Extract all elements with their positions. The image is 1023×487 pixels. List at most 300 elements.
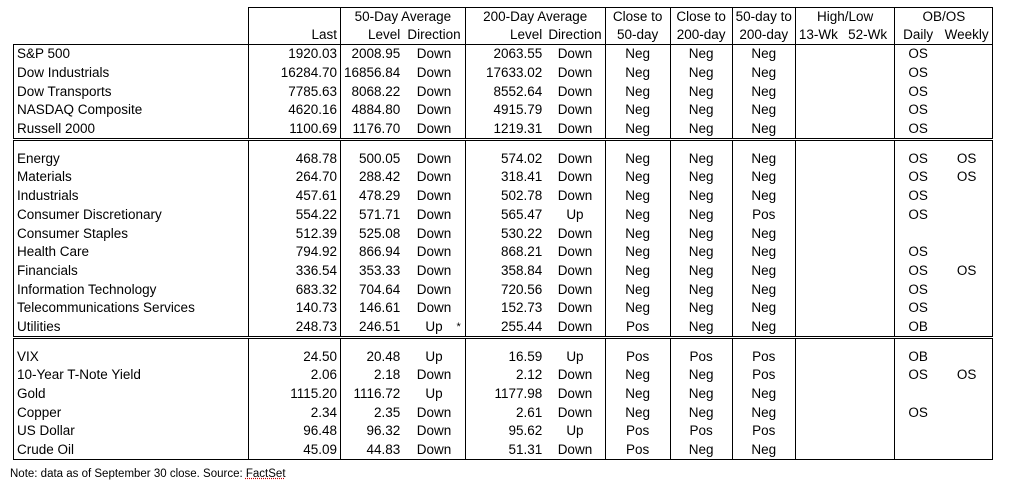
row-close-to-200: Neg [670,280,732,299]
row-200-direction: Down [545,243,605,262]
row-50-level: 44.83 [341,441,404,460]
row-daily: OS [908,367,928,383]
row-name: 10-Year T-Note Yield [14,366,249,385]
row-200-direction: Down [545,385,605,404]
row-close-to-200: Neg [670,140,732,168]
row-name: S&P 500 [14,45,249,64]
table-row [14,403,993,422]
row-52wk [841,168,895,187]
row-close-to-50: Neg [605,168,670,187]
row-daily: OS [895,120,941,140]
row-50-direction: Down [403,168,465,187]
row-weekly [941,299,993,318]
row-close-to-50: Neg [605,366,670,385]
row-50-direction: Down [403,280,465,299]
row-close-to-200: Neg [670,403,732,422]
row-last: 16284.70 [249,64,341,83]
row-close-to-50: Neg [605,64,670,83]
row-50-level: 246.51 [341,318,404,338]
row-daily: OS [908,404,928,420]
table-row [14,64,993,83]
row-name: Consumer Discretionary [14,206,249,225]
row-daily [895,422,941,441]
row-52wk [841,262,895,281]
row-50-to-200: Neg [732,82,795,101]
row-50-direction: Down [403,140,465,168]
row-50-direction: Down [403,403,465,422]
row-50-level: 571.71 [359,206,401,222]
row-last: 1115.20 [249,385,341,404]
row-daily: OB [895,318,941,338]
row-200-level: 51.31 [465,441,545,460]
row-50-level: 866.94 [359,244,401,260]
row-close-to-200: Neg [670,441,732,460]
row-50-level: 2008.95 [351,46,401,62]
row-close-to-200: Neg [670,318,732,338]
row-name: Information Technology [14,280,249,299]
row-close-to-200: Neg [670,45,732,64]
row-50-direction: Down [403,206,465,225]
row-50-to-200: Neg [732,140,795,168]
row-50-level: 353.33 [359,262,401,278]
row-50-direction: Down [403,299,465,318]
row-13wk [795,101,841,120]
row-50-level: 20.48 [366,348,401,364]
row-last: 2.06 [249,366,341,385]
row-star-marker: * [456,320,461,333]
row-200-direction: Up [545,338,605,366]
row-200-direction: Up [545,206,605,225]
row-name: VIX [14,338,249,366]
row-200-level: 17633.02 [486,65,543,81]
table-row [14,385,993,404]
row-50-to-200: Neg [732,318,795,338]
row-200-direction: Down [545,120,605,140]
row-50-to-200: Neg [732,120,795,140]
row-50-direction: Down [403,441,465,460]
row-close-to-200: Pos [670,422,732,441]
row-200-direction: Down [545,366,605,385]
row-name: Utilities [14,318,249,338]
row-52wk [841,45,895,64]
row-weekly [941,318,993,338]
row-200-level: 318.41 [501,169,543,185]
row-52wk [841,338,895,366]
row-last: 1100.69 [249,120,341,140]
row-200-direction: Down [545,224,605,243]
row-50-to-200: Neg [732,441,795,460]
table-row [14,338,993,366]
row-50-to-200: Neg [732,187,795,206]
row-close-to-50: Pos [605,422,670,441]
table-row [14,45,993,64]
row-close-to-200: Neg [670,101,732,120]
row-close-to-50: Neg [605,101,670,120]
row-50-to-200: Neg [732,262,795,281]
row-50-direction: Down [403,187,465,206]
row-13wk [795,120,841,140]
row-weekly [941,385,993,404]
header-high-low: High/Low [795,8,895,26]
row-50-level: 1116.72 [353,386,401,402]
row-last: 554.22 [249,206,341,225]
row-close-to-200: Neg [670,262,732,281]
row-last: 683.32 [249,280,341,299]
row-200-level: 502.78 [501,188,543,204]
header-row-1 [14,8,993,26]
row-weekly [941,441,993,460]
row-50-level: 1176.70 [341,120,404,140]
footnote [10,468,286,480]
row-50-direction: Down [403,120,465,140]
row-daily: OS [908,169,928,185]
row-name: Dow Transports [14,82,249,101]
row-weekly [941,243,993,262]
row-name: Dow Industrials [14,64,249,83]
row-50-level: 288.42 [359,169,401,185]
row-last: 4620.16 [249,101,341,120]
row-200-level: 152.73 [501,300,543,316]
header-close-to-50-a: Close to [605,8,670,26]
row-last: 457.61 [249,187,341,206]
row-daily: OS [908,188,928,204]
row-close-to-200: Neg [670,64,732,83]
row-200-direction: Down [545,140,605,168]
table-row [14,441,993,460]
row-52wk [841,243,895,262]
row-50-level: 478.29 [359,188,401,204]
row-50-to-200: Neg [732,385,795,404]
row-200-direction: Down [545,82,605,101]
header-50-to-200-a: 50-day to [732,8,795,26]
row-50-direction: Down [403,262,465,281]
row-52wk [841,224,895,243]
row-52wk [841,403,895,422]
header-close-to-50-b: 50-day [605,25,670,45]
row-name: Telecommunications Services [14,299,249,318]
row-50-direction: Up * [403,318,465,338]
row-200-level: 16.59 [508,348,543,364]
row-weekly [941,187,993,206]
row-200-level: 868.21 [501,244,543,260]
row-200-level: 574.02 [501,150,543,166]
row-close-to-200: Neg [670,224,732,243]
row-last: 468.78 [249,140,341,168]
row-last: 512.39 [249,224,341,243]
row-13wk [795,168,841,187]
row-50-direction: Down [403,366,465,385]
row-50-level: 2.35 [374,404,401,420]
row-name: NASDAQ Composite [14,101,249,120]
row-close-to-50: Pos [605,338,670,366]
row-50-to-200: Neg [732,243,795,262]
table-row [14,168,993,187]
footnote-text: Note: data as of September 30 close. Source: [10,468,246,480]
row-200-direction: Down [545,187,605,206]
row-daily [895,224,941,243]
row-200-level: 95.62 [508,423,543,439]
row-200-direction: Down [545,45,605,64]
row-13wk [795,243,841,262]
row-13wk [795,403,841,422]
row-52wk [841,140,895,168]
row-weekly [941,338,993,366]
row-last: 264.70 [249,168,341,187]
row-50-to-200: Neg [732,299,795,318]
row-close-to-200: Neg [670,243,732,262]
row-13wk [795,82,841,101]
row-close-to-200: Neg [670,168,732,187]
row-50-level: 8068.22 [351,83,401,99]
row-13wk [795,187,841,206]
row-name: Gold [14,385,249,404]
row-close-to-50: Neg [605,82,670,101]
row-200-level: 1219.31 [465,120,545,140]
row-close-to-200: Neg [670,120,732,140]
row-52wk [841,280,895,299]
row-200-level: 2.61 [516,404,543,420]
table-row [14,101,993,120]
row-close-to-200: Pos [670,338,732,366]
row-last: 1920.03 [249,45,341,64]
table-row [14,140,993,168]
header-200-direction: Direction [545,25,605,45]
technical-indicators-table-container [13,7,993,460]
row-close-to-200: Neg [670,366,732,385]
row-200-level: 358.84 [501,262,543,278]
row-50-level: 146.61 [359,300,401,316]
row-daily: OB [908,348,928,364]
row-13wk [795,206,841,225]
row-daily: OS [908,300,928,316]
row-name: Materials [14,168,249,187]
row-50-direction: Down [403,243,465,262]
row-close-to-50: Neg [605,262,670,281]
row-weekly [941,101,993,120]
row-weekly [941,45,993,64]
row-13wk [795,140,841,168]
row-close-to-50: Neg [605,299,670,318]
row-50-direction: Up [403,338,465,366]
row-close-to-200: Neg [670,206,732,225]
row-name: Industrials [14,187,249,206]
row-daily: OS [908,206,928,222]
row-52wk [841,422,895,441]
row-52wk [841,385,895,404]
table-row [14,82,993,101]
header-52wk: 52-Wk [841,25,895,45]
row-daily: OS [908,83,928,99]
row-52wk [841,187,895,206]
row-200-direction: Up [545,422,605,441]
row-close-to-50: Neg [605,243,670,262]
technical-indicators-table [13,7,993,460]
row-13wk [795,299,841,318]
row-close-to-200: Neg [670,385,732,404]
row-13wk [795,64,841,83]
table-row [14,243,993,262]
row-200-direction: Down [545,318,605,338]
row-daily [895,385,941,404]
row-close-to-50: Pos [605,441,670,460]
row-50-direction: Down [403,101,465,120]
row-weekly [941,64,993,83]
row-name: Financials [14,262,249,281]
table-row [14,280,993,299]
row-13wk [795,422,841,441]
row-weekly: OS [941,168,993,187]
row-last: 140.73 [249,299,341,318]
row-50-to-200: Pos [732,366,795,385]
table-row [14,422,993,441]
row-last: 2.34 [249,403,341,422]
row-last: 7785.63 [249,82,341,101]
row-daily: OS [908,244,928,260]
row-weekly [941,120,993,140]
row-52wk [841,101,895,120]
row-50-level: 500.05 [359,150,401,166]
row-daily: OS [908,281,928,297]
row-name: Copper [14,403,249,422]
row-close-to-50: Neg [605,403,670,422]
row-13wk [795,318,841,338]
row-200-direction: Down [545,299,605,318]
row-50-to-200: Neg [732,280,795,299]
row-50-to-200: Pos [732,422,795,441]
header-last-top [249,8,341,26]
row-weekly [941,82,993,101]
table-row [14,262,993,281]
row-13wk [795,385,841,404]
row-52wk [841,441,895,460]
table-row [14,224,993,243]
row-50-to-200: Neg [732,403,795,422]
row-50-direction: Down [403,45,465,64]
row-200-level: 8552.64 [493,83,543,99]
row-last: 24.50 [249,338,341,366]
header-last: Last [249,25,341,45]
row-13wk [795,366,841,385]
row-name: Russell 2000 [14,120,249,140]
row-200-direction: Down [545,280,605,299]
row-weekly: OS [941,140,993,168]
row-13wk [795,224,841,243]
row-50-direction: Down [403,224,465,243]
row-13wk [795,45,841,64]
row-50-direction: Up [403,385,465,404]
row-200-direction: Down [545,101,605,120]
row-close-to-50: Neg [605,120,670,140]
row-50-level: 525.08 [359,225,401,241]
row-50-to-200: Neg [732,224,795,243]
row-weekly: OS [941,366,993,385]
row-52wk [841,299,895,318]
row-daily: OS [908,46,928,62]
table-row [14,318,993,338]
table-row [14,366,993,385]
row-200-direction: Down [545,64,605,83]
row-close-to-200: Neg [670,299,732,318]
row-last: 45.09 [249,441,341,460]
row-close-to-50: Pos [605,318,670,338]
row-50-level: 704.64 [359,281,401,297]
row-50-direction: Down [403,82,465,101]
header-ob-os: OB/OS [895,8,993,26]
row-200-level: 565.47 [501,206,543,222]
row-close-to-50: Neg [605,385,670,404]
row-close-to-50: Neg [605,187,670,206]
row-200-direction: Down [545,441,605,460]
row-50-direction: Down [403,64,465,83]
row-13wk [795,441,841,460]
row-52wk [841,64,895,83]
row-200-level: 530.22 [501,225,543,241]
row-weekly [941,280,993,299]
header-row-2 [14,25,993,45]
header-50-direction: Direction [403,25,465,45]
header-50-to-200-b: 200-day [732,25,795,45]
row-daily: OS [908,65,928,81]
row-close-to-50: Neg [605,45,670,64]
row-50-level: 4884.80 [351,102,401,118]
row-50-to-200: Pos [732,338,795,366]
row-daily: OS [908,150,928,166]
table-row [14,187,993,206]
row-daily: OS [908,102,928,118]
row-close-to-50: Neg [605,280,670,299]
header-50-level: Level [341,25,404,45]
row-13wk [795,262,841,281]
header-50day-average: 50-Day Average [341,8,466,26]
row-52wk [841,318,895,338]
table-row [14,206,993,225]
row-200-direction: Down [545,403,605,422]
row-200-level: 2063.55 [493,46,543,62]
row-weekly [941,224,993,243]
row-50-to-200: Neg [732,101,795,120]
row-50-level: 2.18 [374,367,401,383]
row-last: 248.73 [249,318,341,338]
row-52wk [841,206,895,225]
header-corner [14,8,249,26]
row-50-to-200: Neg [732,45,795,64]
row-name: Health Care [14,243,249,262]
row-200-level: 4915.79 [493,102,543,118]
row-close-to-50: Neg [605,206,670,225]
row-50-level: 16856.84 [344,65,401,81]
row-close-to-200: Neg [670,82,732,101]
table-row [14,120,993,140]
row-52wk [841,82,895,101]
row-13wk [795,280,841,299]
header-daily: Daily [895,25,941,45]
header-200day-average: 200-Day Average [465,8,605,26]
row-200-level: 1177.98 [494,386,543,402]
header-13wk: 13-Wk [795,25,841,45]
row-13wk [795,338,841,366]
row-name: Energy [14,140,249,168]
header-200-level: Level [465,25,545,45]
header-corner-2 [14,25,249,45]
table-row [14,299,993,318]
row-200-level: 720.56 [501,281,543,297]
header-close-to-200-a: Close to [670,8,732,26]
row-daily [895,441,941,460]
row-daily: OS [908,262,928,278]
row-name: Consumer Staples [14,224,249,243]
row-close-to-50: Neg [605,224,670,243]
row-weekly [941,206,993,225]
